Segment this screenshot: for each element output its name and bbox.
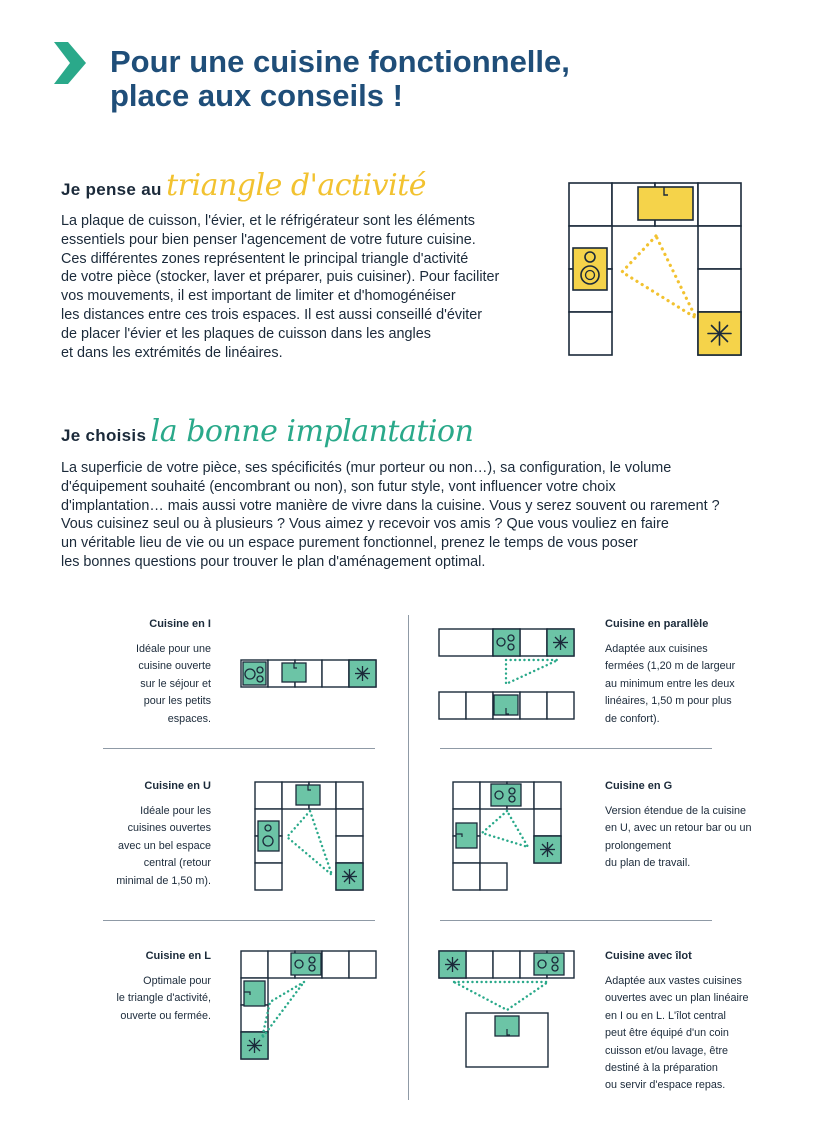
sink-icon — [638, 187, 693, 220]
vertical-divider — [408, 615, 409, 1100]
layout-title-i: Cuisine en I — [149, 618, 211, 630]
cooktop-icon — [243, 662, 266, 685]
layout-diagram-l — [240, 950, 380, 1062]
cooktop-icon — [534, 953, 564, 975]
fridge-snowflake-icon — [547, 629, 574, 656]
title-line-2: place aux conseils ! — [110, 78, 403, 113]
cooktop-icon — [491, 784, 521, 806]
section-heading-implantation — [61, 414, 473, 449]
layout-desc-parallele: Adaptée aux cuisines fermées (1,20 m de largeur au minimum entre les deux linéaires, 1,50 m pour plus de confort). — [605, 643, 736, 725]
cooktop-icon — [493, 629, 520, 656]
divider — [103, 920, 375, 921]
layout-diagram-g — [452, 781, 564, 893]
layout-diagram-u — [254, 781, 366, 893]
layout-desc-i: Idéale pour une cuisine ouverte sur le séjour et pour les petits espaces. — [135, 643, 211, 725]
sink-icon — [494, 695, 518, 715]
fridge-snowflake-icon — [349, 660, 376, 687]
heading-script: la bonne implantation — [150, 414, 474, 449]
layout-title-ilot: Cuisine avec îlot — [605, 950, 692, 962]
layout-diagram-ilot — [438, 950, 578, 1072]
cooktop-icon — [258, 821, 279, 851]
fridge-snowflake-icon — [336, 863, 363, 890]
heading-lead: Je pense au — [61, 180, 162, 199]
layout-diagram-parallele — [438, 628, 578, 722]
divider — [103, 748, 375, 749]
cooktop-icon — [291, 953, 321, 975]
layout-title-g: Cuisine en G — [605, 780, 673, 792]
layout-diagram-i — [240, 659, 378, 689]
layout-desc-u: Idéale pour les cuisines ouvertes avec un bel espace central (retour minimal de 1,50 m). — [116, 805, 211, 887]
divider — [440, 920, 712, 921]
layout-desc-g: Version étendue de la cuisine en U, avec un retour bar ou un prolongement du plan de travail. — [605, 805, 752, 870]
fridge-snowflake-icon — [698, 312, 741, 355]
triangle-illustration — [568, 182, 744, 356]
fridge-snowflake-icon — [534, 836, 561, 863]
section-heading-triangle — [61, 168, 426, 203]
section-paragraph-triangle: La plaque de cuisson, l'évier, et le réfrigérateur sont les éléments essentiels pour bien penser l'agencement de votre future cuisine. Ces différentes zones représentent le principal triangle d'activité de votre pièce (stocker, laver et préparer, puis cuisiner). Pour faciliter vos mouvements, il est important de limiter et d'homogénéiser les distances entre ces trois espaces. Il est aussi conseillé d'éviter de placer l'évier et les plaques de cuisson dans les angles et dans les extrémités de linéaires. — [61, 213, 500, 361]
cooktop-icon — [573, 248, 607, 290]
section-paragraph-implantation: La superficie de votre pièce, ses spécificités (mur porteur ou non…), sa configuration, le volume d'équipement souhaité (encombrant ou non), son futur style, vont influencer votre choix d'implantation… mais aussi votre manière de vivre dans la cuisine. Vous y serez souvent ou rarement ? Vous cuisinez seul ou à plusieurs ? Vous aimez y recevoir vos amis ? Que vous vouliez en faire un véritable lieu de vie ou un espace purement fonctionnel, prenez le temps de vous poser les bonnes questions pour trouver le plan d'aménagement optimal. — [61, 460, 720, 570]
chevron-right-icon — [54, 40, 88, 86]
title-line-1: Pour une cuisine fonctionnelle, — [110, 44, 570, 79]
heading-lead: Je choisis — [61, 426, 147, 445]
divider — [440, 748, 712, 749]
layout-desc-ilot: Adaptée aux vastes cuisines ouvertes avec un plan linéaire en I ou en L. L'îlot central peut être équipé d'un coin cuisson et/ou lavage, être destiné à la préparation ou servir d'espace repas. — [605, 975, 749, 1092]
sink-icon — [282, 663, 306, 682]
layout-title-parallele: Cuisine en parallèle — [605, 618, 709, 630]
page-title — [110, 45, 570, 113]
layout-desc-l: Optimale pour le triangle d'activité, ouverte ou fermée. — [116, 975, 211, 1022]
sink-icon — [456, 823, 477, 848]
layout-title-l: Cuisine en L — [145, 950, 211, 962]
sink-icon — [296, 785, 320, 805]
fridge-snowflake-icon — [439, 951, 466, 978]
sink-icon — [244, 981, 265, 1006]
sink-icon — [495, 1016, 519, 1036]
layout-title-u: Cuisine en U — [144, 780, 211, 792]
heading-script: triangle d'activité — [166, 168, 427, 203]
